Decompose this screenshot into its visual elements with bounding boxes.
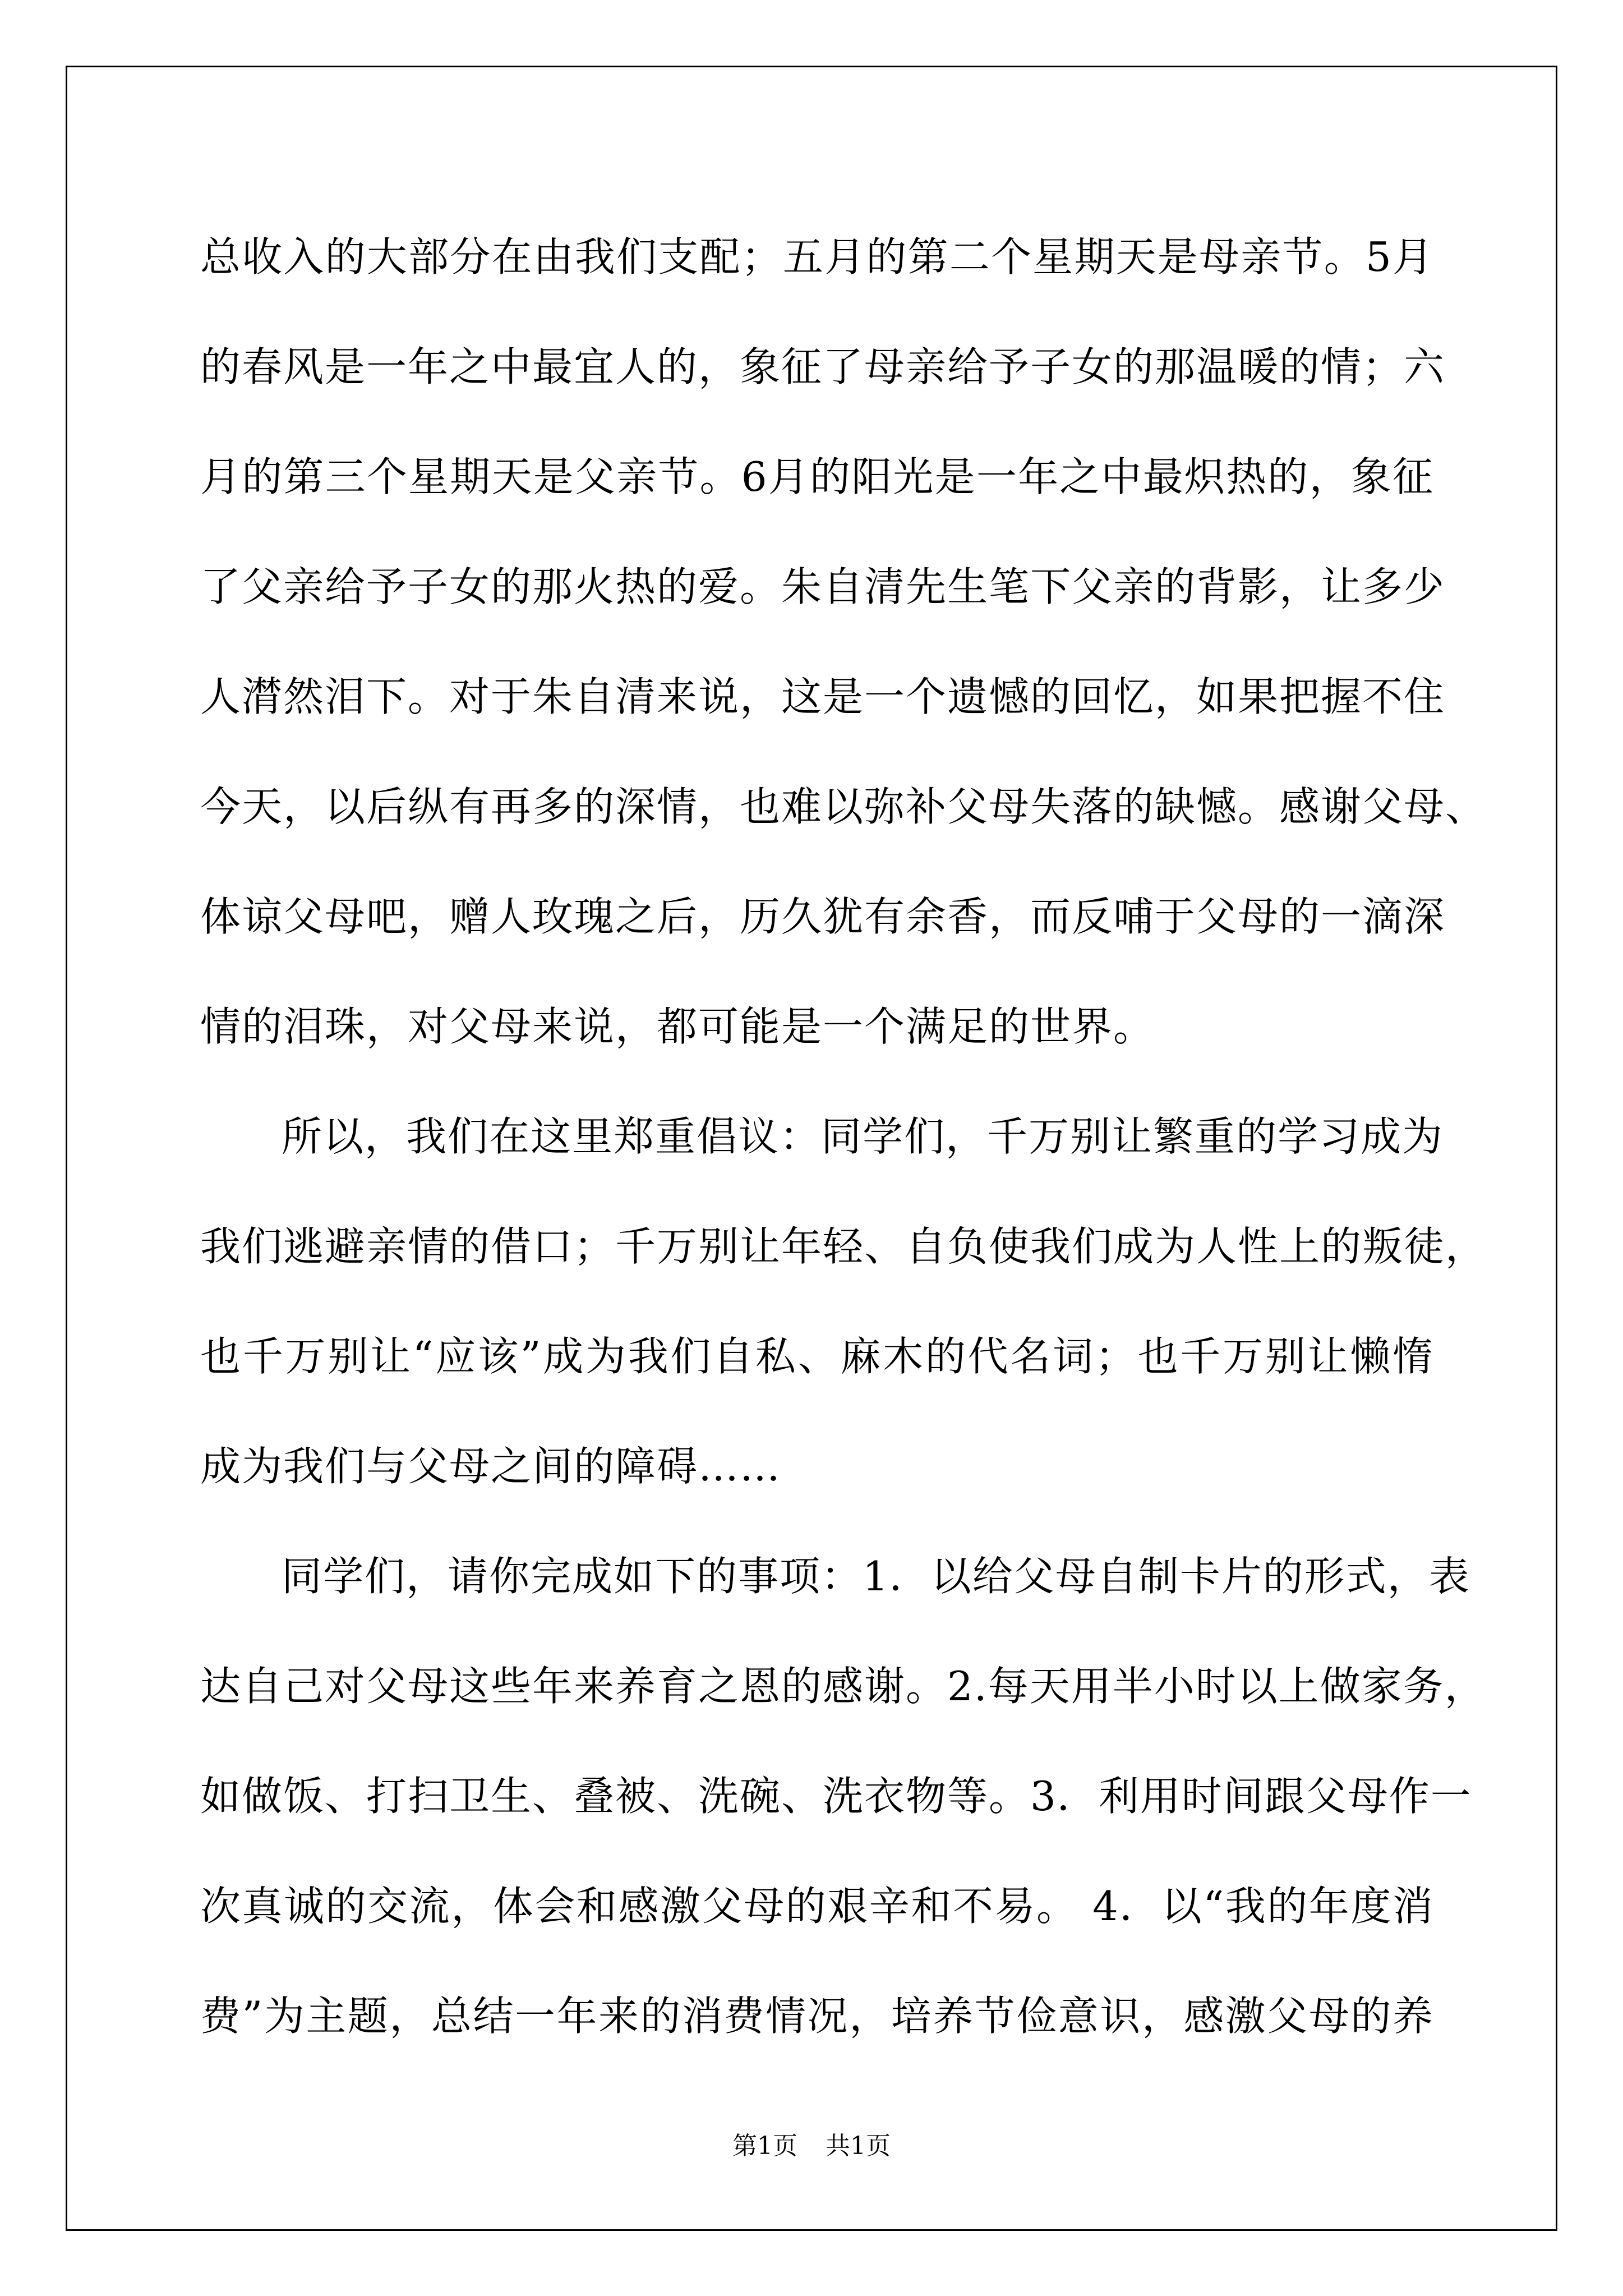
page-number: 第1页 bbox=[732, 2132, 797, 2160]
text-line: 我们逃避亲情的借口；千万别让年轻、自负使我们成为人性上的叛徒， bbox=[200, 1223, 1487, 1270]
text-line: 也千万别让“应该”成为我们自私、麻木的代名词；也千万别让懒惰 bbox=[200, 1333, 1434, 1380]
text-line: 情的泪珠，对父母来说，都可能是一个满足的世界。 bbox=[200, 1003, 1155, 1050]
text-line: 同学们，请你完成如下的事项：1．以给父母自制卡片的形式，表 bbox=[282, 1553, 1470, 1600]
document-body bbox=[200, 202, 1487, 2071]
text-line: 次真诚的交流，体会和感激父母的艰辛和不易。 4．以“我的年度消 bbox=[200, 1883, 1434, 1930]
text-line: 总收入的大部分在由我们支配；五月的第二个星期天是母亲节。5月 bbox=[200, 233, 1434, 280]
text-line: 如做饭、打扫卫生、叠被、洗碗、洗衣物等。3．利用时间跟父母作一 bbox=[200, 1773, 1472, 1820]
text-line: 的春风是一年之中最宜人的，象征了母亲给予子女的那温暖的情；六 bbox=[200, 343, 1446, 390]
text-line: 人潸然泪下。对于朱自清来说，这是一个遗憾的回忆，如果把握不住 bbox=[200, 673, 1446, 720]
text-line: 体谅父母吧，赠人玫瑰之后，历久犹有余香，而反哺于父母的一滴深 bbox=[200, 893, 1446, 940]
text-line: 费”为主题，总结一年来的消费情况，培养节俭意识，感激父母的养 bbox=[200, 1993, 1434, 2040]
text-line: 成为我们与父母之间的障碍…… bbox=[200, 1443, 782, 1490]
page-total: 共1页 bbox=[826, 2132, 891, 2160]
page-footer bbox=[0, 2129, 1623, 2163]
text-line: 今天，以后纵有再多的深情，也难以弥补父母失落的缺憾。感谢父母、 bbox=[200, 783, 1487, 830]
text-line: 达自己对父母这些年来养育之恩的感谢。2.每天用半小时以上做家务， bbox=[200, 1663, 1486, 1710]
text-line: 了父亲给予子女的那火热的爱。朱自清先生笔下父亲的背影，让多少 bbox=[200, 563, 1446, 610]
text-line: 月的第三个星期天是父亲节。6月的阳光是一年之中最炽热的，象征 bbox=[200, 453, 1434, 500]
text-line: 所以，我们在这里郑重倡议：同学们，千万别让繁重的学习成为 bbox=[282, 1113, 1444, 1160]
